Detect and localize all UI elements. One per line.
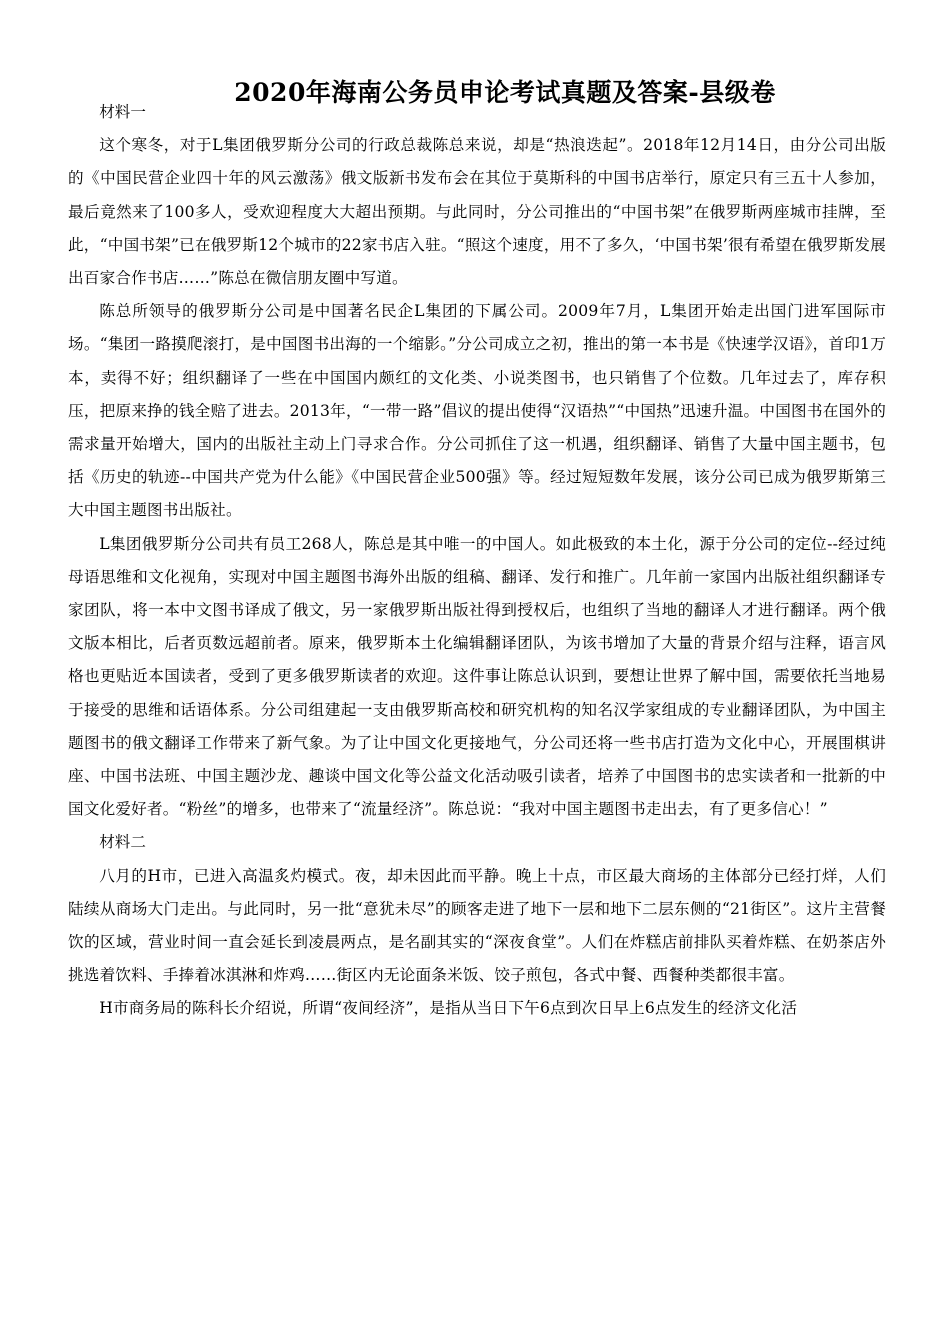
document-title: 2020年海南公务员申论考试真题及答案-县级卷 <box>234 77 776 107</box>
material-2-paragraph-2: H市商务局的陈科长介绍说，所谓“夜间经济”，是指从当日下午6点到次日早上6点发生的经济文化活 <box>99 999 798 1018</box>
material-2-heading: 材料二 <box>99 833 146 852</box>
material-1-paragraph-3: L集团俄罗斯分公司共有员工268人，陈总是其中唯一的中国人。如此极致的本土化，源于分公司的定位--经过纯母语思维和文化视角，实现对中国主题图书海外出版的组稿、翻译、发行和推广。几年前一家国内出版社组织翻译专家团队，将一本中文图书译成了俄文，另一家俄罗斯出版社得到授权后，也组织了当地的翻译人才进行翻译。两个俄文版本相比，后者页数远超前者。原来，俄罗斯本土化编辑翻译团队，为该书增加了大量的背景介绍与注释，语言风格也更贴近本国读者，受到了更多俄罗斯读者的欢迎。这件事让陈总认识到，要想让世界了解中国，需要依托当地易于接受的思维和话语体系。分公司组建起一支由俄罗斯高校和研究机构的知名汉学家组成的专业翻译团队，为中国主题图书的俄文翻译工作带来了新气象。为了让中国文化更接地气，分公司还将一些书店打造为文化中心，开展围棋讲座、中国书法班、中国主题沙龙、趣谈中国文化等公益文化活动吸引读者，培养了中国图书的忠实读者和一批新的中国文化爱好者。“粉丝”的增多，也带来了“流量经济”。陈总说：“我对中国主题图书走出去，有了更多信心！” <box>68 534 886 819</box>
material-2-paragraph-1: 八月的H市，已进入高温炙灼模式。夜，却未因此而平静。晚上十点，市区最大商场的主体部分已经打烊，人们陆续从商场大门走出。与此同时，另一批“意犹未尽”的顾客走进了地下一层和地下二层东侧的“21街区”。这片主营餐饮的区域，营业时间一直会延长到凌晨两点，是名副其实的“深夜食堂”。人们在炸糕店前排队买着炸糕、在奶茶店外挑选着饮料、手捧着冰淇淋和炸鸡……街区内无论面条米饭、饺子煎包，各式中餐、西餐种类都很丰富。 <box>68 866 886 985</box>
document-body <box>68 96 886 1026</box>
material-1-paragraph-2: 陈总所领导的俄罗斯分公司是中国著名民企L集团的下属公司。2009年7月，L集团开始走出国门进军国际市场。“集团一路摸爬滚打，是中国图书出海的一个缩影。”分公司成立之初，推出的第一本书是《快速学汉语》，首印1万本，卖得不好；组织翻译了一些在中国国内颇红的文化类、小说类图书，也只销售了个位数。几年过去了，库存积压，把原来挣的钱全赔了进去。2013年，“一带一路”倡议的提出使得“汉语热”“中国热”迅速升温。中国图书在国外的需求量开始增大，国内的出版社主动上门寻求合作。分公司抓住了这一机遇，组织翻译、销售了大量中国主题书，包括《历史的轨迹--中国共产党为什么能》《中国民营企业500强》等。经过短短数年发展，该分公司已成为俄罗斯第三大中国主题图书出版社。 <box>68 302 886 520</box>
material-1-paragraph-1: 这个寒冬，对于L集团俄罗斯分公司的行政总裁陈总来说，却是“热浪迭起”。2018年12月14日，由分公司出版的《中国民营企业四十年的风云激荡》俄文版新书发布会在其位于莫斯科的中国书店举行，原定只有三五十人参加，最后竟然来了100多人，受欢迎程度大大超出预期。与此同时，分公司推出的“中国书架”在俄罗斯两座城市挂牌，至此，“中国书架”已在俄罗斯12个城市的22家书店入驻。“照这个速度，用不了多久，‘中国书架’很有希望在俄罗斯发展出百家合作书店……”陈总在微信朋友圈中写道。 <box>68 136 886 288</box>
material-1-heading: 材料一 <box>99 103 146 121</box>
